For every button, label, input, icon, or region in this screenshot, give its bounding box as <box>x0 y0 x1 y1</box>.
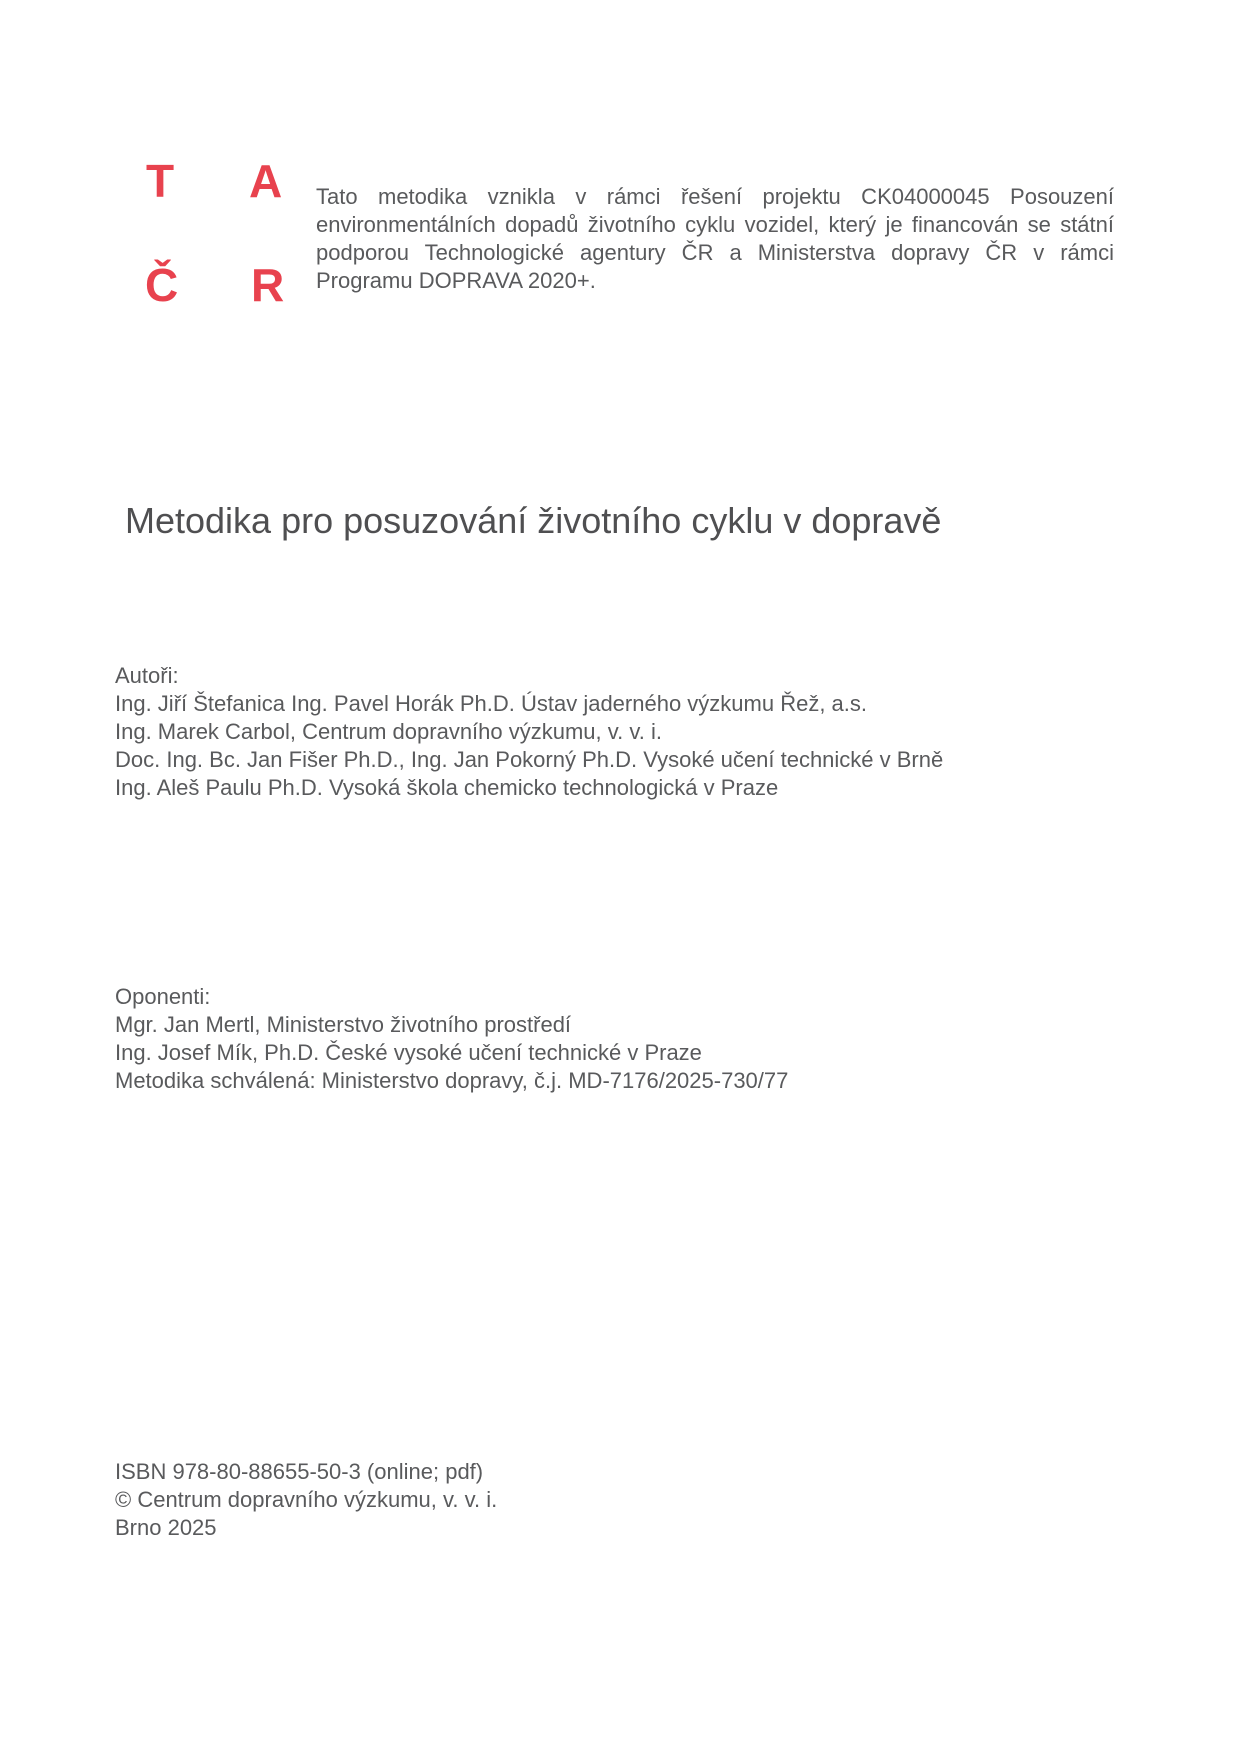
author-line: Ing. Aleš Paulu Ph.D. Vysoká škola chemicko technologická v Praze <box>115 775 779 800</box>
opponent-line: Ing. Josef Mík, Ph.D. České vysoké učení technické v Praze <box>115 1040 702 1065</box>
imprint-section <box>115 1458 497 1542</box>
authors-heading: Autoři: <box>115 663 179 688</box>
funding-note-line: Programu DOPRAVA 2020+. <box>316 268 596 293</box>
opponents-section <box>115 983 788 1095</box>
opponents-heading: Oponenti: <box>115 984 211 1009</box>
place-year-line: Brno 2025 <box>115 1515 217 1540</box>
tacr-logo-letter-r: R <box>251 259 285 311</box>
author-line: Ing. Jiří Štefanica Ing. Pavel Horák Ph.D. Ústav jaderného výzkumu Řež, a.s. <box>115 691 868 716</box>
copyright-line: © Centrum dopravního výzkumu, v. v. i. <box>115 1487 498 1512</box>
approval-line: Metodika schválená: Ministerstvo dopravy, č.j. MD-7176/2025-730/77 <box>115 1068 789 1093</box>
funding-note-line: environmentálních dopadů životního cyklu vozidel, který je financován se státní <box>316 212 1114 237</box>
author-line: Doc. Ing. Bc. Jan Fišer Ph.D., Ing. Jan Pokorný Ph.D. Vysoké učení technické v Brně <box>115 747 944 772</box>
opponent-line: Mgr. Jan Mertl, Ministerstvo životního prostředí <box>115 1012 572 1037</box>
isbn-line: ISBN 978-80-88655-50-3 (online; pdf) <box>115 1459 484 1484</box>
author-line: Ing. Marek Carbol, Centrum dopravního výzkumu, v. v. i. <box>115 719 662 744</box>
tacr-logo-letter-c: Č <box>145 259 179 311</box>
funding-note <box>316 183 1114 295</box>
page-title: Metodika pro posuzování životního cyklu v dopravě <box>125 500 942 541</box>
tacr-logo-letter-t: T <box>146 155 175 207</box>
funding-note-line: podporou Technologické agentury ČR a Ministerstva dopravy ČR v rámci <box>316 240 1114 265</box>
funding-note-line: Tato metodika vznikla v rámci řešení projektu CK04000045 Posouzení <box>316 184 1114 209</box>
authors-section <box>115 662 943 802</box>
tacr-logo-letter-a: A <box>249 155 283 207</box>
